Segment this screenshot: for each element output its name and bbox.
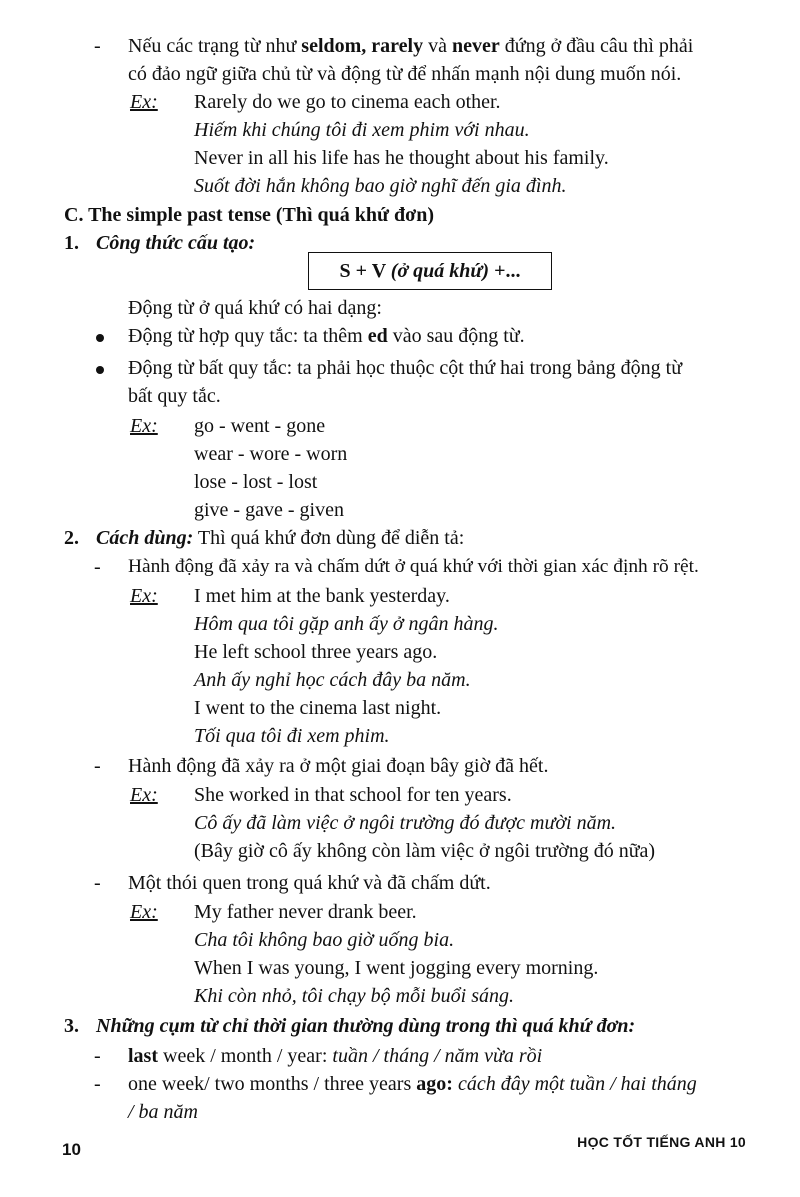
example-vietnamese: Cô ấy đã làm việc ở ngôi trường đó được mười năm. <box>194 812 617 834</box>
example-english: Never in all his life has he thought about his family. <box>194 147 609 169</box>
use-3: Một thói quen trong quá khứ và đã chấm dứt. <box>128 872 491 894</box>
example-note: (Bây giờ cô ấy không còn làm việc ở ngôi trường đó nữa) <box>194 840 656 862</box>
example-english: Rarely do we go to cinema each other. <box>194 91 501 113</box>
forms-intro: Động từ ở quá khứ có hai dạng: <box>128 297 382 319</box>
intro-text: và <box>423 35 452 57</box>
phrase-translation-cont: / ba năm <box>128 1101 198 1123</box>
rule-text: vào sau động từ. <box>387 325 525 347</box>
intro-line-1 <box>128 32 693 60</box>
dash-marker: - <box>94 35 101 57</box>
dash-marker: - <box>94 755 101 777</box>
keyword-ago: ago: <box>416 1073 453 1095</box>
sub2-intro: Thì quá khứ đơn dùng để diễn tả: <box>193 527 465 549</box>
example-vietnamese: Hiếm khi chúng tôi đi xem phim với nhau. <box>194 119 530 141</box>
example-english: I met him at the bank yesterday. <box>194 585 450 607</box>
ex-label: Ex: <box>130 415 158 437</box>
example-vietnamese: Suốt đời hắn không bao giờ nghĩ đến gia đình. <box>194 175 567 197</box>
time-phrase-ago <box>128 1070 697 1098</box>
example-vietnamese: Cha tôi không bao giờ uống bia. <box>194 929 455 951</box>
sub1-number: 1. <box>64 232 79 254</box>
verb-form-row: go - went - gone <box>194 415 326 437</box>
example-vietnamese: Anh ấy nghỉ học cách đây ba năm. <box>194 669 471 691</box>
phrase-text: week / month / year: <box>158 1045 333 1067</box>
phrase-translation: tuần / tháng / năm vừa rồi <box>332 1045 543 1067</box>
sub2-number: 2. <box>64 527 79 549</box>
formula-box <box>308 252 552 290</box>
ex-label: Ex: <box>130 91 158 113</box>
example-english: I went to the cinema last night. <box>194 697 442 719</box>
dash-marker: - <box>94 1073 101 1095</box>
intro-text: đứng ở đầu câu thì phải <box>499 35 694 57</box>
section-c-title: C. The simple past tense (Thì quá khứ đơn) <box>64 204 435 226</box>
dash-marker: - <box>94 872 101 894</box>
intro-line-2: có đảo ngữ giữa chủ từ và động từ để nhấn mạnh nội dung muốn nói. <box>128 63 682 85</box>
bullet-dot <box>96 366 104 374</box>
ex-label: Ex: <box>130 585 158 607</box>
example-vietnamese: Hôm qua tôi gặp anh ấy ở ngân hàng. <box>194 613 499 635</box>
verb-form-row: lose - lost - lost <box>194 471 318 493</box>
keyword-last: last <box>128 1045 158 1067</box>
verb-form-row: give - gave - given <box>194 499 344 521</box>
example-vietnamese: Khi còn nhỏ, tôi chạy bộ mỗi buổi sáng. <box>194 985 514 1007</box>
time-phrase-last <box>128 1042 542 1070</box>
sub1-title: Công thức cấu tạo: <box>96 232 256 254</box>
formula-italic: (ở quá khứ) <box>390 260 490 282</box>
regular-verbs-rule <box>128 322 525 350</box>
example-english: When I was young, I went jogging every morning. <box>194 957 599 979</box>
bullet-dot <box>96 334 104 342</box>
phrase-translation: cách đây một tuần / hai tháng <box>452 1073 697 1095</box>
example-english: He left school three years ago. <box>194 641 438 663</box>
ex-label: Ex: <box>130 901 158 923</box>
irregular-verbs-rule-2: bất quy tắc. <box>128 385 221 407</box>
book-title: HỌC TỐT TIẾNG ANH 10 <box>577 1134 746 1150</box>
formula-text: +... <box>489 260 521 282</box>
sub2-heading <box>96 524 464 552</box>
rule-bold-ed: ed <box>367 325 388 347</box>
page-number: 10 <box>62 1140 81 1159</box>
sub3-number: 3. <box>64 1015 79 1037</box>
rule-text: Động từ hợp quy tắc: ta thêm <box>128 325 368 347</box>
intro-text: Nếu các trạng từ như <box>128 35 302 57</box>
intro-bold-never: never <box>452 35 500 57</box>
example-vietnamese: Tối qua tôi đi xem phim. <box>194 725 390 747</box>
use-1: Hành động đã xảy ra và chấm dứt ở quá khứ với thời gian xác định rõ rệt. <box>128 556 699 577</box>
irregular-verbs-rule-1: Động từ bất quy tắc: ta phải học thuộc cột thứ hai trong bảng động từ <box>128 357 683 379</box>
formula-text: S + V <box>339 260 391 282</box>
sub2-title: Cách dùng: <box>96 527 194 549</box>
example-english: She worked in that school for ten years. <box>194 784 512 806</box>
intro-bold-adverbs: seldom, rarely <box>301 35 424 57</box>
phrase-text: one week/ two months / three years <box>128 1073 417 1095</box>
verb-form-row: wear - wore - worn <box>194 443 348 465</box>
sub3-title: Những cụm từ chỉ thời gian thường dùng trong thì quá khứ đơn: <box>96 1015 636 1037</box>
example-english: My father never drank beer. <box>194 901 417 923</box>
ex-label: Ex: <box>130 784 158 806</box>
use-2: Hành động đã xảy ra ở một giai đoạn bây giờ đã hết. <box>128 755 549 777</box>
dash-marker: - <box>94 1045 101 1067</box>
dash-marker: - <box>94 556 101 578</box>
